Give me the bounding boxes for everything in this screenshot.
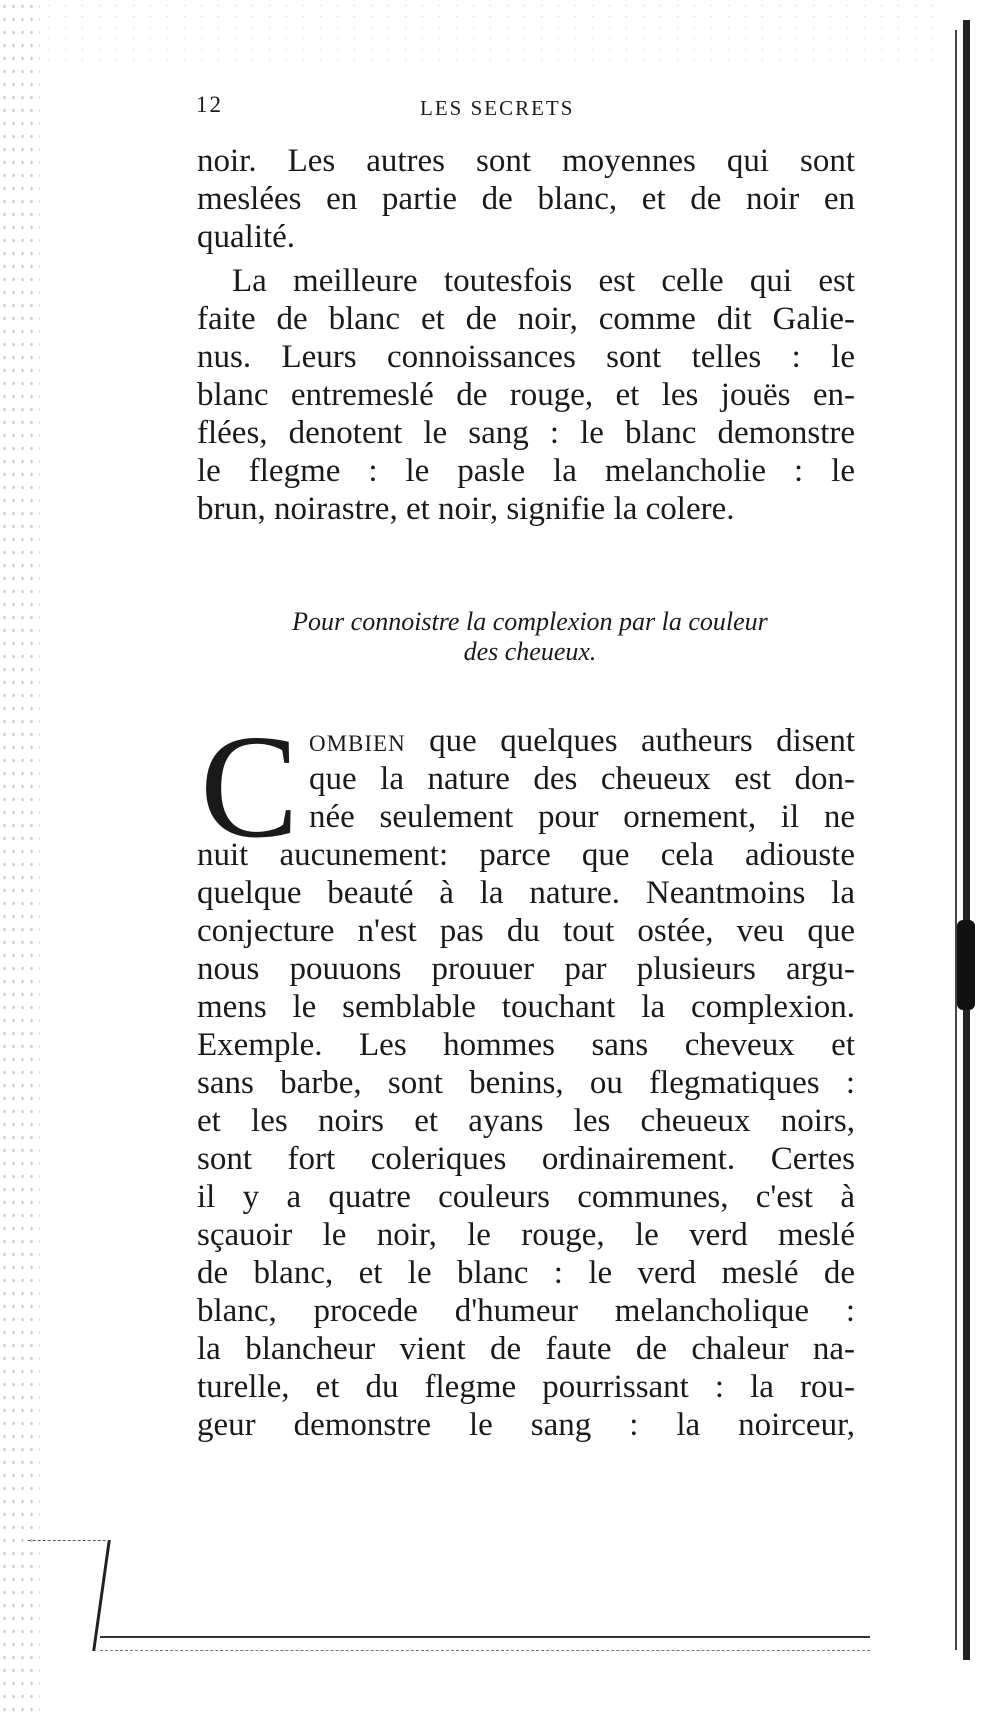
scan-noise-top (40, 0, 940, 70)
first-word: ombien (309, 723, 406, 759)
text-line: nuit aucunement: parce que cela adiouste (197, 837, 855, 873)
paragraph-continuation (197, 142, 855, 256)
text-line: Exemple. Les hommes sans cheveux et (197, 1027, 855, 1063)
binding-edge (963, 20, 970, 1660)
text-line: mens le semblable touchant la complexion. (197, 989, 855, 1025)
text-line: il y a quatre couleurs communes, c'est à (197, 1179, 855, 1215)
page-edge-line (955, 30, 957, 1650)
section-heading-line: Pour connoistre la complexion par la couleur (292, 607, 768, 636)
text-line (197, 722, 855, 760)
text-line: turelle, et du flegme pourrissant : la rou- (197, 1369, 855, 1405)
text-line: sçauoir le noir, le rouge, le verd meslé (197, 1217, 855, 1253)
paragraph (197, 262, 855, 528)
text-line: blanc entremeslé de rouge, et les jouës en- (197, 377, 855, 413)
scan-noise-left (0, 0, 40, 1720)
text-line: et les noirs et ayans les cheueux noirs, (197, 1103, 855, 1139)
text-line: quelque beauté à la nature. Neantmoins la (197, 875, 855, 911)
text-line: que la nature des cheueux est don- (309, 761, 855, 797)
text-line: sont fort coleriques ordinairement. Certes (197, 1141, 855, 1177)
section-heading-line: des cheueux. (463, 637, 597, 666)
text-line: flées, denotent le sang : le blanc demonstre (197, 415, 855, 451)
text-line: meslées en partie de blanc, et de noir en (197, 181, 855, 217)
text-line: qualité. (197, 219, 296, 255)
section-heading (180, 607, 880, 667)
bottom-edge-line (100, 1636, 870, 1638)
paragraph (197, 836, 855, 1444)
binding-mark (957, 920, 975, 1010)
text-line: blanc, procede d'humeur melancholique : (197, 1293, 855, 1329)
text-line: sans barbe, sont benins, ou flegmatiques : (197, 1065, 855, 1101)
text-line: nous pouuons prouuer par plusieurs argu- (197, 951, 855, 987)
text-fragment: que quelques autheurs disent (405, 723, 855, 759)
text-line: geur demonstre le sang : la noirceur, (197, 1407, 855, 1443)
text-line: noir. Les autres sont moyennes qui sont (197, 143, 855, 179)
text-line: la blancheur vient de faute de chaleur na- (197, 1331, 855, 1367)
drop-cap-lines (197, 722, 855, 836)
text-line: le flegme : le pasle la melancholie : le (197, 453, 855, 489)
text-line: nus. Leurs connoissances sont telles : le (197, 339, 855, 375)
text-line: de blanc, et le blanc : le verd meslé de (197, 1255, 855, 1291)
bottom-edge-dashed (100, 1650, 870, 1652)
page-number: 12 (196, 92, 223, 117)
page-corner-fold (12, 1540, 111, 1651)
text-line: La meilleure toutesfois est celle qui est (232, 263, 855, 299)
text-line: née seulement pour ornement, il ne (309, 799, 855, 835)
running-head: LES SECRETS (420, 96, 575, 120)
text-line: conjecture n'est pas du tout ostée, veu que (197, 913, 855, 949)
drop-cap: C (200, 705, 299, 869)
text-line: faite de blanc et de noir, comme dit Galie- (197, 301, 855, 337)
text-line: brun, noirastre, et noir, signifie la colere. (197, 491, 735, 527)
